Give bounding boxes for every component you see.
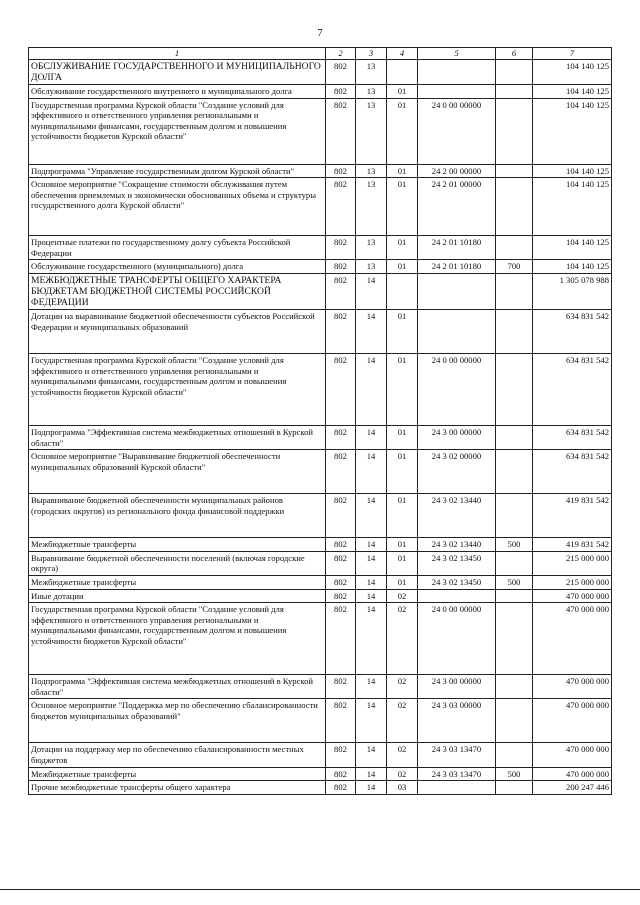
section-code-cell: 14: [356, 450, 387, 494]
table-row: [29, 538, 612, 552]
column-header: 5: [418, 48, 496, 60]
table-row: [29, 236, 612, 260]
admin-code-cell: 802: [326, 675, 356, 699]
amount-cell: 419 831 542: [533, 538, 612, 552]
section-code-cell: 14: [356, 675, 387, 699]
subsection-code-cell: 01: [387, 551, 418, 575]
line-item-name-cell: Дотации на выравнивание бюджетной обеспеченности субъектов Российской Федерации и муниципальных образований: [29, 309, 326, 353]
table-row: [29, 589, 612, 603]
table-row: [29, 353, 612, 425]
amount-cell: 104 140 125: [533, 85, 612, 99]
table-row: [29, 551, 612, 575]
section-code-cell: 13: [356, 236, 387, 260]
line-item-name-cell: Иные дотации: [29, 589, 326, 603]
section-code-cell: 13: [356, 164, 387, 178]
table-row: [29, 781, 612, 795]
subsection-code-cell: [387, 273, 418, 309]
line-item-name-cell: Дотации на поддержку мер по обеспечению сбалансированности местных бюджетов: [29, 743, 326, 767]
expense-type-code-cell: [496, 743, 533, 767]
amount-cell: 470 000 000: [533, 603, 612, 675]
subsection-code-cell: 01: [387, 494, 418, 538]
amount-cell: 470 000 000: [533, 589, 612, 603]
expense-type-code-cell: 500: [496, 538, 533, 552]
section-code-cell: 14: [356, 603, 387, 675]
column-header: 1: [29, 48, 326, 60]
section-code-cell: 14: [356, 538, 387, 552]
table-row: [29, 85, 612, 99]
line-item-name-cell: ОБСЛУЖИВАНИЕ ГОСУДАРСТВЕННОГО И МУНИЦИПАЛЬНОГО ДОЛГА: [29, 60, 326, 85]
amount-cell: 634 831 542: [533, 353, 612, 425]
amount-cell: 104 140 125: [533, 178, 612, 236]
table-row: [29, 743, 612, 767]
admin-code-cell: 802: [326, 450, 356, 494]
amount-cell: 104 140 125: [533, 236, 612, 260]
expense-type-code-cell: [496, 675, 533, 699]
line-item-name-cell: Основное мероприятие "Выравнивание бюджетной обеспеченности муниципальных образований Курской области": [29, 450, 326, 494]
line-item-name-cell: Межбюджетные трансферты: [29, 767, 326, 781]
amount-cell: 470 000 000: [533, 699, 612, 743]
target-article-code-cell: 24 3 02 13440: [418, 494, 496, 538]
section-code-cell: 14: [356, 494, 387, 538]
admin-code-cell: 802: [326, 85, 356, 99]
expense-type-code-cell: [496, 164, 533, 178]
admin-code-cell: 802: [326, 538, 356, 552]
expense-type-code-cell: [496, 85, 533, 99]
admin-code-cell: 802: [326, 425, 356, 449]
section-code-cell: 14: [356, 575, 387, 589]
subsection-code-cell: 02: [387, 603, 418, 675]
amount-cell: 215 000 000: [533, 551, 612, 575]
section-code-cell: 14: [356, 589, 387, 603]
subsection-code-cell: 01: [387, 425, 418, 449]
target-article-code-cell: 24 3 03 00000: [418, 699, 496, 743]
section-code-cell: 14: [356, 699, 387, 743]
section-code-cell: 14: [356, 767, 387, 781]
expense-type-code-cell: 700: [496, 260, 533, 274]
table-row: [29, 164, 612, 178]
expense-type-code-cell: [496, 699, 533, 743]
admin-code-cell: 802: [326, 260, 356, 274]
expense-type-code-cell: 500: [496, 767, 533, 781]
table-row: [29, 699, 612, 743]
subsection-code-cell: 03: [387, 781, 418, 795]
section-code-cell: 13: [356, 60, 387, 85]
line-item-name-cell: Подпрограмма "Эффективная система межбюджетных отношений в Курской области": [29, 675, 326, 699]
admin-code-cell: 802: [326, 273, 356, 309]
page-number: 7: [317, 27, 323, 39]
table-row: [29, 273, 612, 309]
table-row: [29, 494, 612, 538]
table-row: [29, 309, 612, 353]
target-article-code-cell: [418, 60, 496, 85]
admin-code-cell: 802: [326, 781, 356, 795]
line-item-name-cell: Государственная программа Курской области "Создание условий для эффективного и ответственного управления региональными и муниципальными финансами, государственным долгом и повышения устойчивости бюджетов Курской области": [29, 353, 326, 425]
subsection-code-cell: 01: [387, 236, 418, 260]
line-item-name-cell: Обслуживание государственного внутреннего и муниципального долга: [29, 85, 326, 99]
line-item-name-cell: Подпрограмма "Управление государственным долгом Курской области": [29, 164, 326, 178]
target-article-code-cell: 24 2 01 10180: [418, 236, 496, 260]
section-code-cell: 14: [356, 781, 387, 795]
subsection-code-cell: 01: [387, 178, 418, 236]
line-item-name-cell: Межбюджетные трансферты: [29, 575, 326, 589]
subsection-code-cell: 01: [387, 309, 418, 353]
subsection-code-cell: 02: [387, 699, 418, 743]
line-item-name-cell: Прочие межбюджетные трансферты общего характера: [29, 781, 326, 795]
line-item-name-cell: Основное мероприятие "Сокращение стоимости обслуживания путем обеспечения приемлемых и экономически обоснованных объема и структуры государственного долга Курской области": [29, 178, 326, 236]
line-item-name-cell: Выравнивание бюджетной обеспеченности муниципальных районов (городских округов) из регионального фонда финансовой поддержки: [29, 494, 326, 538]
section-code-cell: 14: [356, 425, 387, 449]
target-article-code-cell: 24 2 01 00000: [418, 178, 496, 236]
target-article-code-cell: 24 3 02 13440: [418, 538, 496, 552]
admin-code-cell: 802: [326, 699, 356, 743]
expense-type-code-cell: [496, 425, 533, 449]
target-article-code-cell: 24 0 00 00000: [418, 353, 496, 425]
amount-cell: 1 305 078 988: [533, 273, 612, 309]
table-row: [29, 60, 612, 85]
line-item-name-cell: Основное мероприятие "Поддержка мер по обеспечению сбалансированности бюджетов муниципальных образований": [29, 699, 326, 743]
admin-code-cell: 802: [326, 589, 356, 603]
expense-type-code-cell: 500: [496, 575, 533, 589]
amount-cell: 215 000 000: [533, 575, 612, 589]
admin-code-cell: 802: [326, 494, 356, 538]
table-row: [29, 98, 612, 164]
admin-code-cell: 802: [326, 164, 356, 178]
subsection-code-cell: 01: [387, 575, 418, 589]
admin-code-cell: 802: [326, 353, 356, 425]
subsection-code-cell: 02: [387, 675, 418, 699]
target-article-code-cell: 24 0 00 00000: [418, 603, 496, 675]
amount-cell: 104 140 125: [533, 60, 612, 85]
amount-cell: 470 000 000: [533, 675, 612, 699]
column-header: 6: [496, 48, 533, 60]
line-item-name-cell: Государственная программа Курской области "Создание условий для эффективного и ответственного управления региональными и муниципальными финансами, государственным долгом и повышения устойчивости бюджетов Курской области": [29, 98, 326, 164]
column-header: 4: [387, 48, 418, 60]
table-row: [29, 178, 612, 236]
section-code-cell: 13: [356, 85, 387, 99]
expense-type-code-cell: [496, 603, 533, 675]
subsection-code-cell: 01: [387, 353, 418, 425]
table-row: [29, 450, 612, 494]
line-item-name-cell: Выравнивание бюджетной обеспеченности поселений (включая городские округа): [29, 551, 326, 575]
subsection-code-cell: 02: [387, 743, 418, 767]
admin-code-cell: 802: [326, 743, 356, 767]
target-article-code-cell: 24 3 03 13470: [418, 743, 496, 767]
target-article-code-cell: [418, 589, 496, 603]
admin-code-cell: 802: [326, 767, 356, 781]
target-article-code-cell: 24 0 00 00000: [418, 98, 496, 164]
table-row: [29, 425, 612, 449]
subsection-code-cell: 01: [387, 538, 418, 552]
target-article-code-cell: [418, 273, 496, 309]
column-header: 7: [533, 48, 612, 60]
section-code-cell: 14: [356, 273, 387, 309]
target-article-code-cell: 24 3 02 00000: [418, 450, 496, 494]
line-item-name-cell: Процентные платежи по государственному долгу субъекта Российской Федерации: [29, 236, 326, 260]
column-header: 3: [356, 48, 387, 60]
section-code-cell: 14: [356, 353, 387, 425]
expense-type-code-cell: [496, 309, 533, 353]
expense-type-code-cell: [496, 98, 533, 164]
table-row: [29, 767, 612, 781]
amount-cell: 634 831 542: [533, 309, 612, 353]
column-header: 2: [326, 48, 356, 60]
admin-code-cell: 802: [326, 603, 356, 675]
line-item-name-cell: Подпрограмма "Эффективная система межбюджетных отношений в Курской области": [29, 425, 326, 449]
amount-cell: 419 831 542: [533, 494, 612, 538]
expense-type-code-cell: [496, 60, 533, 85]
expense-type-code-cell: [496, 551, 533, 575]
section-code-cell: 14: [356, 309, 387, 353]
amount-cell: 200 247 446: [533, 781, 612, 795]
expense-type-code-cell: [496, 781, 533, 795]
admin-code-cell: 802: [326, 98, 356, 164]
admin-code-cell: 802: [326, 60, 356, 85]
amount-cell: 470 000 000: [533, 767, 612, 781]
amount-cell: 104 140 125: [533, 260, 612, 274]
target-article-code-cell: 24 3 02 13450: [418, 551, 496, 575]
line-item-name-cell: Обслуживание государственного (муниципального) долга: [29, 260, 326, 274]
target-article-code-cell: 24 3 00 00000: [418, 425, 496, 449]
subsection-code-cell: [387, 60, 418, 85]
amount-cell: 104 140 125: [533, 98, 612, 164]
expense-type-code-cell: [496, 178, 533, 236]
admin-code-cell: 802: [326, 575, 356, 589]
line-item-name-cell: Межбюджетные трансферты: [29, 538, 326, 552]
target-article-code-cell: 24 2 01 10180: [418, 260, 496, 274]
amount-cell: 634 831 542: [533, 450, 612, 494]
column-number-row: [29, 48, 612, 60]
expense-type-code-cell: [496, 236, 533, 260]
page-bottom-rule: [0, 889, 640, 890]
subsection-code-cell: 02: [387, 589, 418, 603]
subsection-code-cell: 01: [387, 260, 418, 274]
subsection-code-cell: 01: [387, 164, 418, 178]
amount-cell: 634 831 542: [533, 425, 612, 449]
section-code-cell: 14: [356, 551, 387, 575]
target-article-code-cell: [418, 309, 496, 353]
target-article-code-cell: [418, 781, 496, 795]
target-article-code-cell: [418, 85, 496, 99]
section-code-cell: 13: [356, 178, 387, 236]
target-article-code-cell: 24 3 02 13450: [418, 575, 496, 589]
admin-code-cell: 802: [326, 178, 356, 236]
line-item-name-cell: Государственная программа Курской области "Создание условий для эффективного и ответственного управления региональными и муниципальными финансами, государственным долгом и повышения устойчивости бюджетов Курской области": [29, 603, 326, 675]
table-row: [29, 575, 612, 589]
expense-type-code-cell: [496, 353, 533, 425]
expense-type-code-cell: [496, 494, 533, 538]
table-row: [29, 675, 612, 699]
expense-type-code-cell: [496, 589, 533, 603]
expense-type-code-cell: [496, 273, 533, 309]
target-article-code-cell: 24 2 00 00000: [418, 164, 496, 178]
target-article-code-cell: 24 3 03 13470: [418, 767, 496, 781]
admin-code-cell: 802: [326, 309, 356, 353]
subsection-code-cell: 01: [387, 98, 418, 164]
budget-table: [28, 47, 612, 795]
line-item-name-cell: МЕЖБЮДЖЕТНЫЕ ТРАНСФЕРТЫ ОБЩЕГО ХАРАКТЕРА БЮДЖЕТАМ БЮДЖЕТНОЙ СИСТЕМЫ РОССИЙСКОЙ ФЕДЕРАЦИИ: [29, 273, 326, 309]
amount-cell: 470 000 000: [533, 743, 612, 767]
admin-code-cell: 802: [326, 551, 356, 575]
subsection-code-cell: 01: [387, 450, 418, 494]
subsection-code-cell: 01: [387, 85, 418, 99]
admin-code-cell: 802: [326, 236, 356, 260]
expense-type-code-cell: [496, 450, 533, 494]
subsection-code-cell: 02: [387, 767, 418, 781]
table-row: [29, 603, 612, 675]
table-row: [29, 260, 612, 274]
section-code-cell: 14: [356, 743, 387, 767]
amount-cell: 104 140 125: [533, 164, 612, 178]
section-code-cell: 13: [356, 98, 387, 164]
target-article-code-cell: 24 3 00 00000: [418, 675, 496, 699]
section-code-cell: 13: [356, 260, 387, 274]
